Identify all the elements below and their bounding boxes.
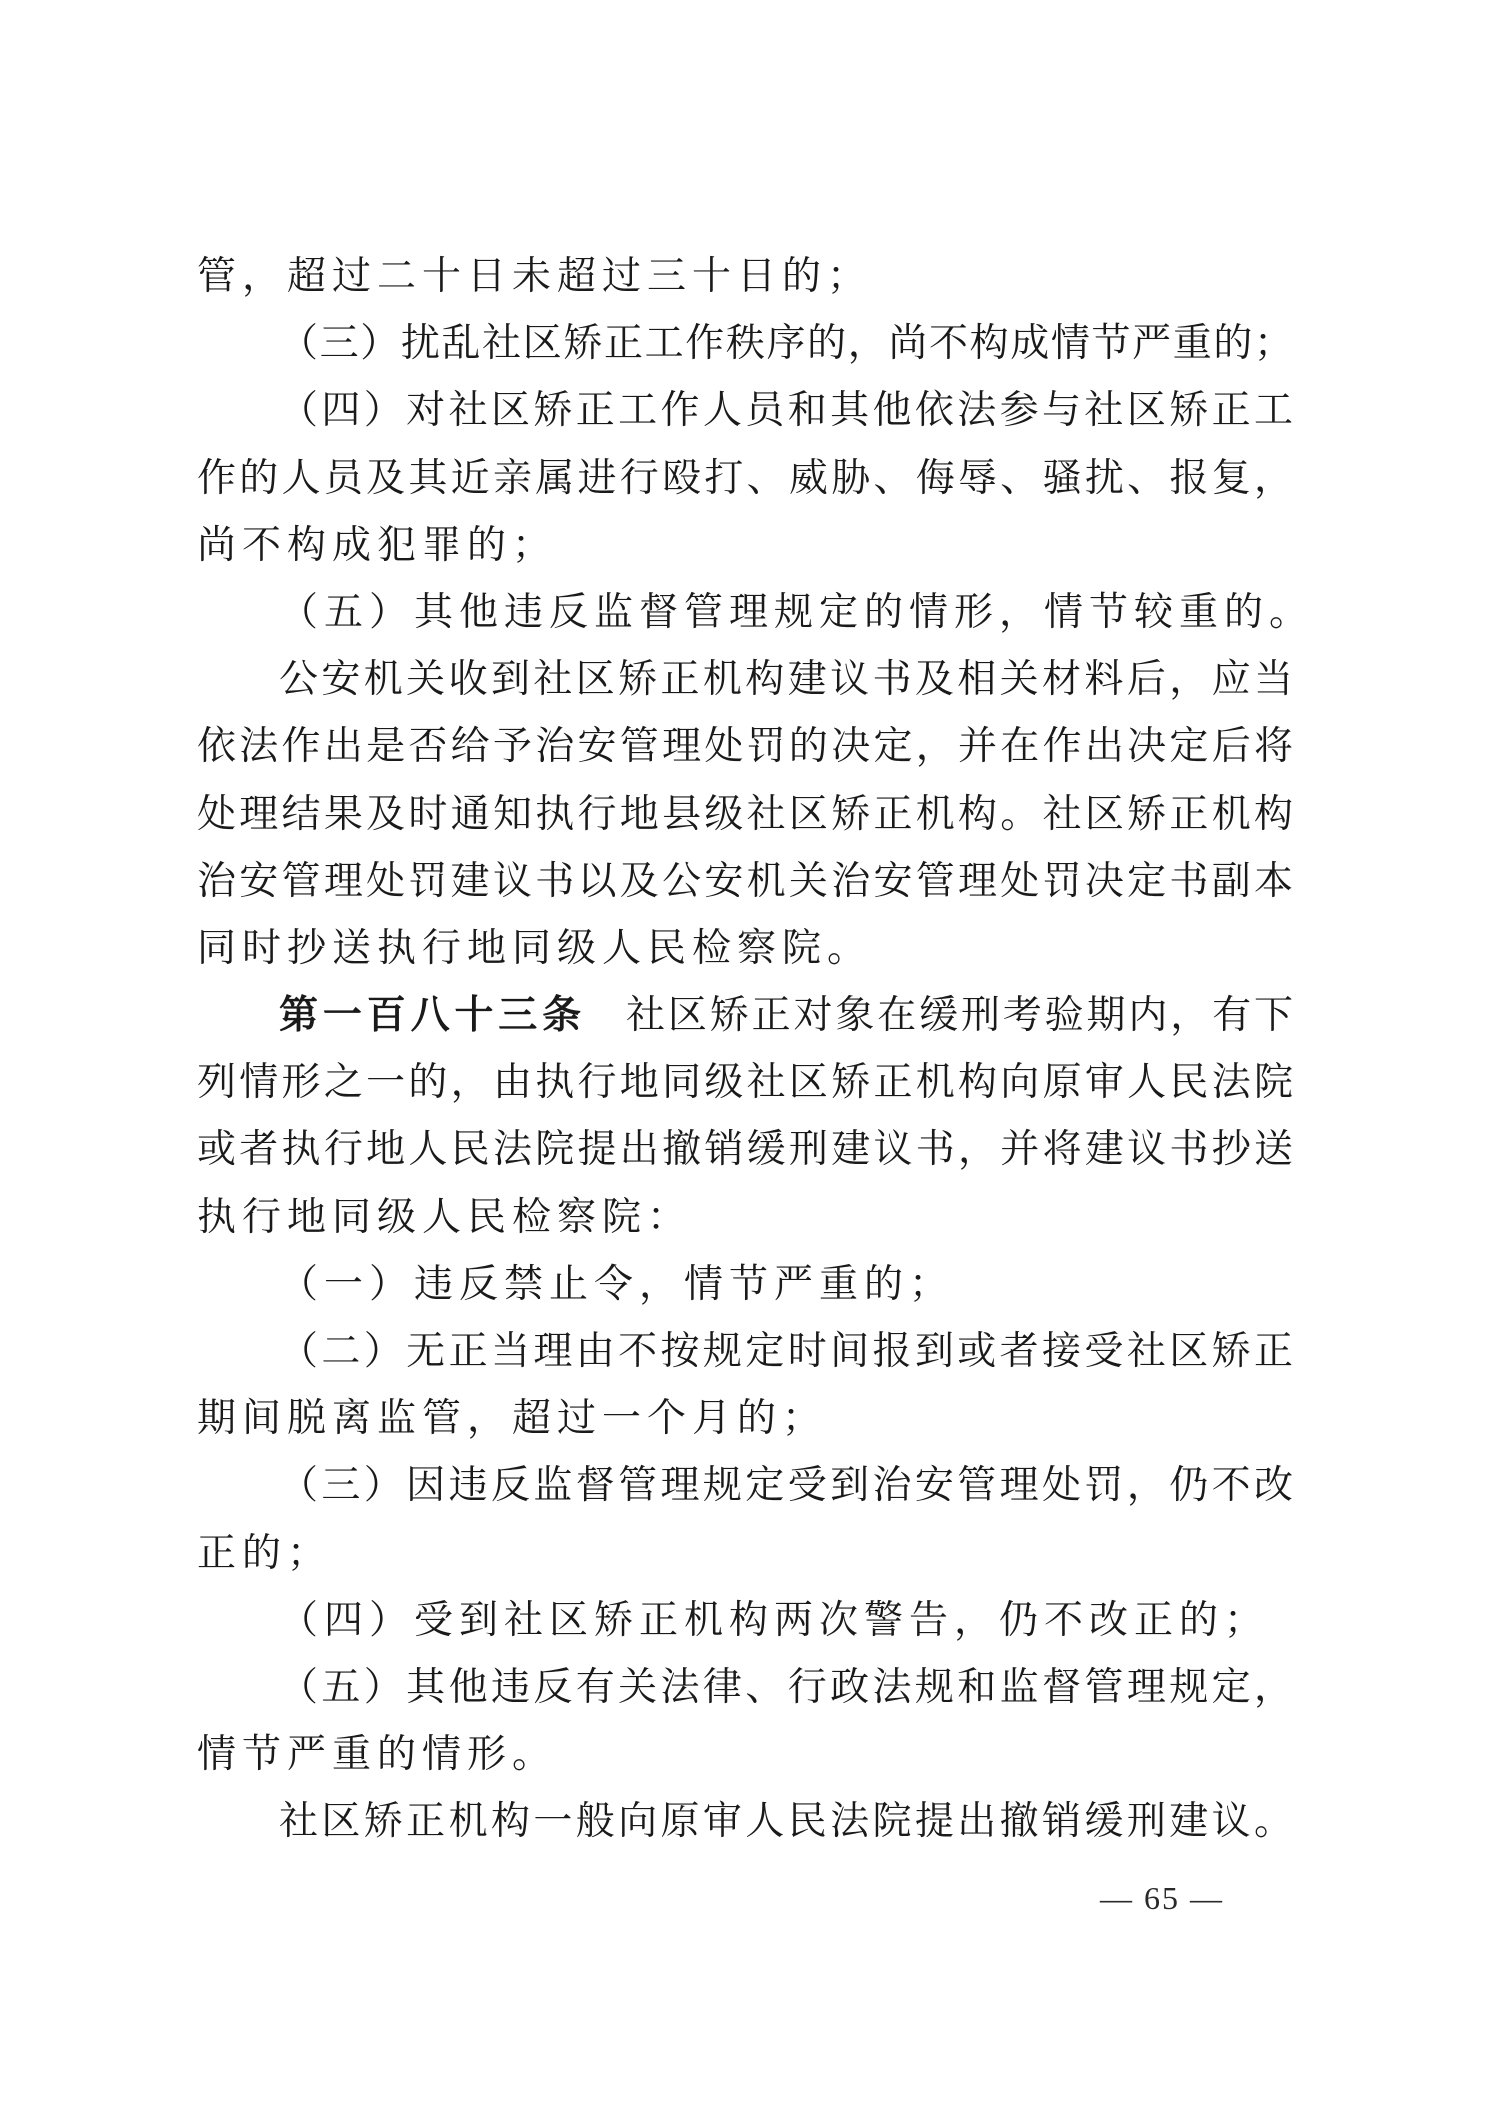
line-text: （五）其他违反有关法律、行政法规和监督管理规定， <box>279 1664 1293 1710</box>
line-text: （三）因违反监督管理规定受到治安管理处罚，仍不改 <box>279 1463 1293 1509</box>
line-text: 公安机关收到社区矫正机构建议书及相关材料后，应当 <box>279 657 1293 703</box>
text-line <box>197 646 1293 713</box>
line-text: 情节严重的情形。 <box>197 1732 558 1778</box>
text-line <box>197 243 1293 310</box>
text-line <box>197 377 1293 444</box>
text-line <box>197 1049 1293 1116</box>
text-line <box>197 781 1293 848</box>
line-text: 社区矫正机构一般向原审人民法院提出撤销缓刑建议。 <box>279 1799 1293 1845</box>
text-line <box>197 1184 1293 1251</box>
text-line <box>197 1116 1293 1183</box>
text-line <box>197 310 1293 377</box>
line-text: 管，超过二十日未超过三十日的； <box>197 254 873 299</box>
text-line <box>197 848 1293 915</box>
line-text: 依法作出是否给予治安管理处罚的决定，并在作出决定后将 <box>197 724 1293 770</box>
article-title: 第一百八十三条 <box>279 993 587 1039</box>
line-text: （三）扰乱社区矫正工作秩序的，尚不构成情节严重的； <box>279 321 1293 367</box>
text-line <box>197 1654 1293 1721</box>
line-text: （一）违反禁止令，情节严重的； <box>279 1261 955 1307</box>
line-text: 同时抄送执行地同级人民检察院。 <box>197 925 873 971</box>
text-line <box>197 1452 1293 1519</box>
line-text: 处理结果及时通知执行地县级社区矫正机构。社区矫正机构 <box>197 791 1293 837</box>
line-text: 或者执行地人民法院提出撤销缓刑建议书，并将建议书抄送 <box>197 1127 1293 1173</box>
text-line <box>197 579 1315 646</box>
line-text: （五）其他违反监督管理规定的情形，情节较重的。 <box>279 589 1315 635</box>
line-text: （四）对社区矫正工作人员和其他依法参与社区矫正工 <box>279 388 1293 434</box>
line-text: 列情形之一的，由执行地同级社区矫正机构向原审人民法院 <box>197 1060 1293 1106</box>
text-line <box>197 1520 1293 1587</box>
text-line <box>197 1251 1293 1318</box>
line-text: 作的人员及其近亲属进行殴打、威胁、侮辱、骚扰、报复， <box>197 455 1293 501</box>
text-line <box>197 713 1293 780</box>
article-line <box>197 982 1293 1049</box>
document-body <box>197 243 1315 1856</box>
text-line <box>197 1318 1293 1385</box>
line-text: （四）受到社区矫正机构两次警告，仍不改正的； <box>279 1597 1270 1643</box>
page-number: — 65 — <box>1100 1880 1224 1916</box>
text-line <box>197 915 1293 982</box>
line-text: 正的； <box>197 1530 333 1576</box>
text-line <box>197 1721 1293 1788</box>
text-line <box>197 1587 1293 1654</box>
text-line <box>197 1788 1293 1855</box>
text-line <box>197 512 1293 579</box>
line-text: （二）无正当理由不按规定时间报到或者接受社区矫正 <box>279 1329 1293 1374</box>
line-text: 执行地同级人民检察院： <box>197 1194 693 1240</box>
line-text: 尚不构成犯罪的； <box>197 522 558 568</box>
text-line <box>197 445 1293 512</box>
line-text: 社区矫正对象在缓刑考验期内，有下 <box>626 993 1293 1039</box>
text-line <box>197 1385 1293 1452</box>
line-text: 治安管理处罚建议书以及公安机关治安管理处罚决定书副本 <box>197 858 1293 904</box>
line-text: 期间脱离监管，超过一个月的； <box>197 1396 828 1442</box>
